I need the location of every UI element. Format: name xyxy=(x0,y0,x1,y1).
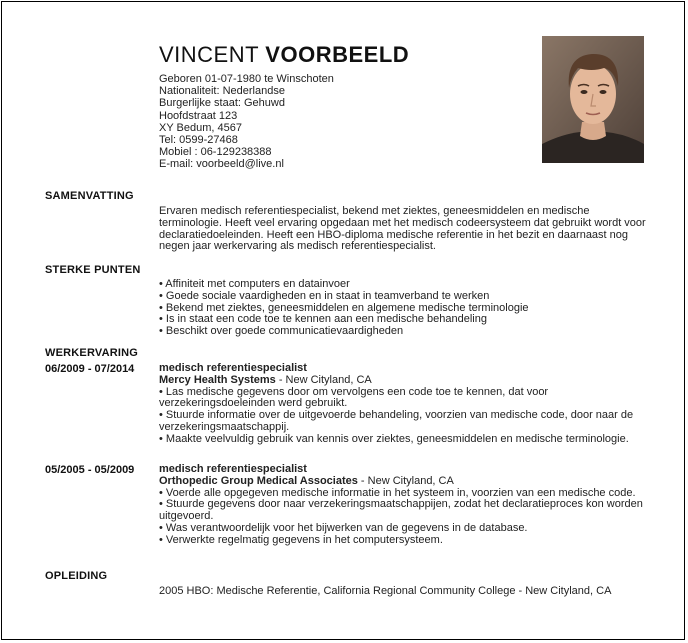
job-1 xyxy=(159,363,649,446)
strength-item: • Is in staat een code toe te kennen aan een medische behandeling xyxy=(159,313,487,326)
job-1-company: Mercy Health Systems xyxy=(159,373,276,386)
job-1-bullets xyxy=(159,387,649,446)
strength-item: • Bekend met ziektes, geneesmiddelen en algemene medische terminologie xyxy=(159,301,529,314)
marital-status: Burgerlijke staat: Gehuwd xyxy=(159,97,285,110)
education-text: 2005 HBO: Medische Referentie, California Regional Community College - New Cityland, CA xyxy=(159,585,612,597)
job-1-employer xyxy=(159,375,649,387)
job-bullet: • Voerde alle opgegeven medische informatie in het systeem in, voorzien van een medische code. xyxy=(159,486,636,499)
job-2-company: Orthopedic Group Medical Associates xyxy=(159,474,358,487)
job-bullet: • Las medische gegevens door om vervolgens een code toe te kennen, dat voor verzekeringsdoeleinden werd gebruikt. xyxy=(159,385,549,410)
experience-heading: WERKERVARING xyxy=(45,347,139,359)
job-1-dates: 06/2009 - 07/2014 xyxy=(45,363,135,375)
job-2 xyxy=(159,464,649,547)
email: E-mail: voorbeeld@live.nl xyxy=(159,158,284,171)
postal-city: XY Bedum, 4567 xyxy=(159,121,242,134)
summary-text: Ervaren medisch referentiespecialist, bekend met ziektes, geneesmiddelen en medische terminologie. Heeft veel ervaring opgedaan met het medisch codeersysteem dat gebruikt wordt voor declaratiedoeleinden. Heeft een HBO-diploma medische referentie in het bezit en daarnaast nog negen jaar werkervaring als medisch referentiespecialist. xyxy=(159,205,646,253)
job-bullet: • Stuurde gegevens door naar verzekeringsmaatschappijen, zodat het declaratieproces kon worden uitgevoerd. xyxy=(159,498,643,523)
candidate-name xyxy=(159,42,529,68)
job-1-location: - New Cityland, CA xyxy=(275,373,372,386)
summary-heading: SAMENVATTING xyxy=(45,190,134,202)
first-name: VINCENT xyxy=(159,42,259,67)
nationality: Nationaliteit: Nederlandse xyxy=(159,85,285,98)
profile-photo xyxy=(542,36,644,163)
strength-item: • Affiniteit met computers en datainvoer xyxy=(159,278,350,290)
resume-header xyxy=(159,42,529,171)
strength-item: • Beschikt over goede communicatievaardigheden xyxy=(159,325,404,338)
job-2-bullets xyxy=(159,488,649,547)
street-address: Hoofdstraat 123 xyxy=(159,109,238,122)
job-2-location: - New Cityland, CA xyxy=(357,474,454,487)
mobile: Mobiel : 06-129238388 xyxy=(159,146,272,159)
job-2-title: medisch referentiespecialist xyxy=(159,463,307,475)
job-2-dates: 05/2005 - 05/2009 xyxy=(45,464,135,476)
last-name: VOORBEELD xyxy=(265,42,410,67)
job-1-title: medisch referentiespecialist xyxy=(159,362,307,374)
contact-details xyxy=(159,73,529,171)
strengths-list xyxy=(159,279,649,338)
job-bullet: • Verwerkte regelmatig gegevens in het computersysteem. xyxy=(159,533,443,546)
profile-photo-illustration xyxy=(542,36,644,163)
job-bullet: • Stuurde informatie over de uitgevoerde behandeling, voorzien van medische code, door naar de verzekeringsmaatschappij. xyxy=(159,409,634,433)
job-2-employer xyxy=(159,476,649,488)
phone: Tel: 0599-27468 xyxy=(159,134,238,147)
job-bullet: • Was verantwoordelijk voor het bijwerken van de gegevens in de database. xyxy=(159,521,528,534)
job-bullet: • Maakte veelvuldig gebruik van kennis over ziektes, geneesmiddelen en medische terminologie. xyxy=(159,432,629,445)
education-heading: OPLEIDING xyxy=(45,570,108,582)
strength-item: • Goede sociale vaardigheden en in staat in teamverband te werken xyxy=(159,289,490,302)
strengths-heading: STERKE PUNTEN xyxy=(45,264,141,276)
birth-info: Geboren 01-07-1980 te Winschoten xyxy=(159,73,334,85)
